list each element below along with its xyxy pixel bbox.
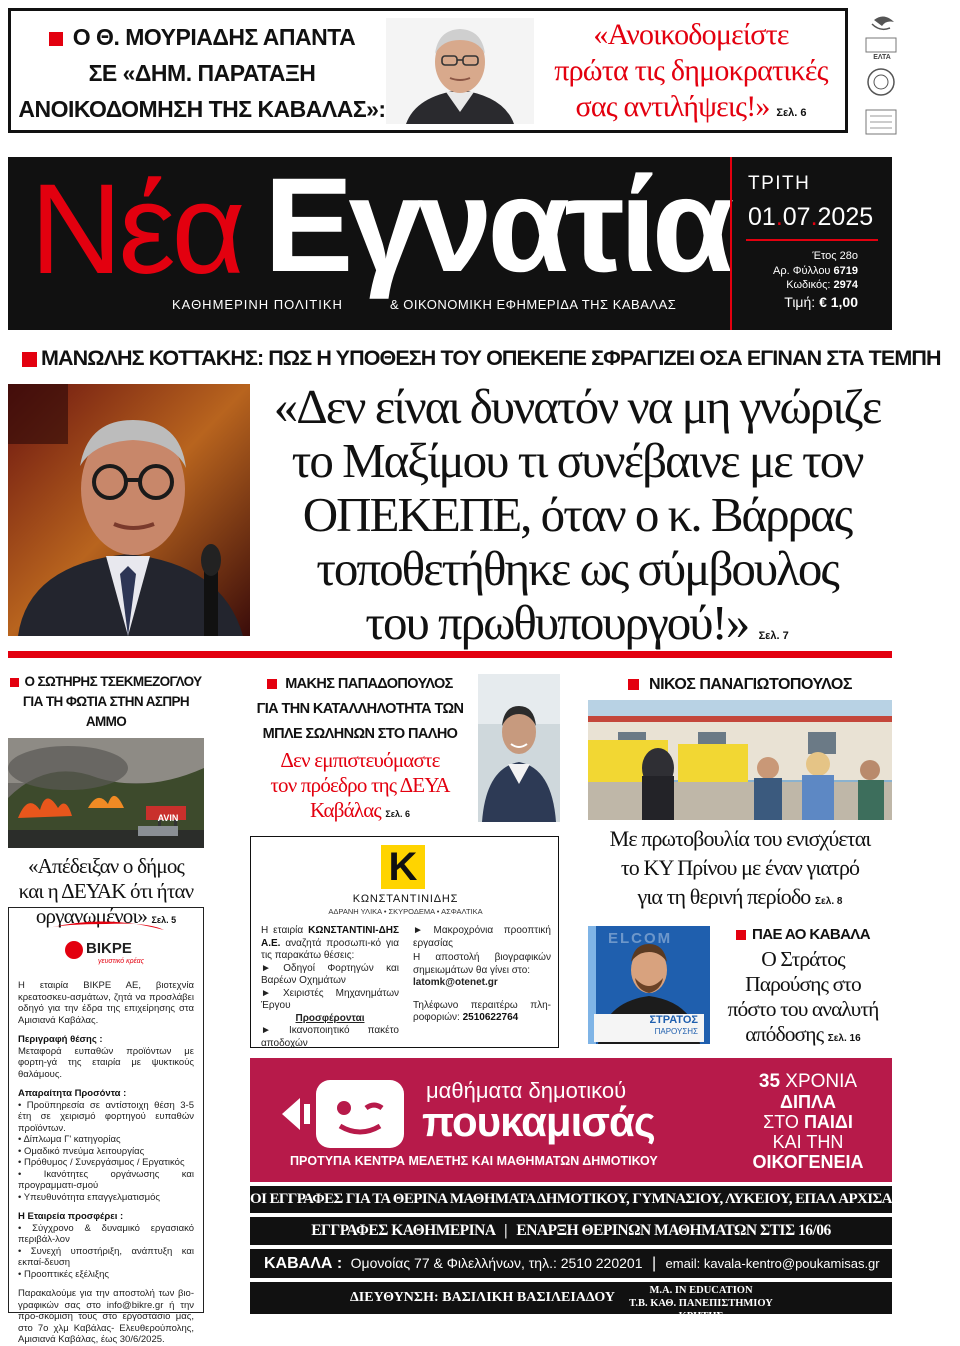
bikre-req: Δίπλωμα Γ' κατηγορίας bbox=[23, 1134, 121, 1145]
mouriadis-photo bbox=[386, 18, 534, 124]
parousis-bg-text: ELCOM bbox=[608, 930, 673, 947]
poukamisas-row4: ΔΙΕΥΘΥΝΣΗ: ΒΑΣΙΛΙΚΗ ΒΑΣΙΛΕΙΑΔΟΥ Μ.Α. IN EDUCATION Τ.Β. ΚΑΘ. ΠΑΝΕΠΙΣΤΗΜΙΟΥ ΚΡΗΤΗΣ bbox=[250, 1282, 892, 1314]
red-square-icon bbox=[49, 32, 63, 46]
elta-label: ΕΛΤΑ bbox=[873, 54, 891, 61]
teaser-page-ref: Σελ. 6 bbox=[776, 107, 807, 119]
elta-stamp bbox=[860, 10, 904, 138]
red-divider bbox=[8, 651, 892, 658]
pipes-headline-line: Δεν εμπιστευόμαστε bbox=[280, 748, 440, 772]
avin-sign-text: AVIN bbox=[157, 813, 179, 823]
health-headline-line: για τη θερινή περίοδο bbox=[637, 884, 811, 909]
sport-headline-line: πόστο του αναλυτή bbox=[727, 997, 879, 1021]
health-page-ref: Σελ. 8 bbox=[815, 896, 843, 907]
lead-kicker[interactable]: ΜΑΝΩΛΗΣ ΚΟΤΤΑΚΗΣ: ΠΩΣ Η ΥΠΟΘΕΣΗ ΤΟΥ ΟΠΕΚΕΠΕ ΣΦΡΑΓΙΖΕΙ ΟΣΑ ΕΓΙΝΑΝ ΣΤΑ ΤΕΜΠΗ bbox=[22, 344, 902, 372]
red-square-icon bbox=[267, 679, 277, 689]
health-kicker: ΝΙΚΟΣ ΠΑΝΑΓΙΩΤΟΠΟΥΛΟΣ bbox=[649, 676, 852, 693]
teaser-kicker-line: Ο Θ. ΜΟΥΡΙΑΔΗΣ ΑΠΑΝΤΑ bbox=[72, 24, 356, 50]
kottakis-photo bbox=[8, 384, 250, 636]
masthead-issue-no: 6719 bbox=[833, 264, 858, 277]
fire-kicker-line: ΓΙΑ ΤΗ ΦΩΤΙΑ ΣΤΗΝ ΑΣΠΡΗ ΑΜΜΟ bbox=[22, 694, 190, 729]
job-position: Χειριστές Μηχανημάτων Έργου bbox=[261, 987, 399, 1011]
job-position: Οδηγοί Φορτηγών και Βαρέων Οχημάτων bbox=[261, 962, 399, 986]
red-square-icon bbox=[736, 930, 746, 940]
offer-title: Προσφέρονται bbox=[295, 1012, 365, 1024]
konstantinidis-phone: 2510622764 bbox=[462, 1012, 519, 1023]
job-offer: Μακροχρόνια προοπτική εργασίας bbox=[413, 925, 551, 949]
poukamisas-row1: ΟΙ ΕΓΓΡΑΦΕΣ ΓΙΑ ΤΑ ΘΕΡΙΝΑ ΜΑΘΗΜΑΤΑ ΔΗΜΟΤΙΚΟΥ, ΓΥΜΝΑΣΙΟΥ, ΛΥΚΕΙΟΥ, ΕΠΑΛ ΑΡΧΙΣΑΝ bbox=[250, 1186, 892, 1213]
red-square-icon bbox=[10, 678, 19, 687]
pipes-headline-line: τον πρόεδρο της ΔΕΥΑ bbox=[270, 773, 450, 797]
pipes-kicker-line: ΜΠΛΕ ΣΩΛΗΝΩΝ ΣΤΟ ΠΑΛΗΟ bbox=[262, 726, 458, 742]
bikre-closing: Παρακαλούμε για την αποστολή των βιο-γραφικών σας στο info@bikre.gr ή την προ-σκόμιση τους στο εργοστάσιο μας, στο 7ο χλμ Καβάλας- Ελευθερούπολης, Αμισιανά Καβάλας, έως 30/6/2025. bbox=[18, 1288, 194, 1345]
story-health[interactable] bbox=[588, 672, 892, 916]
health-center-photo bbox=[588, 700, 892, 820]
story-fire[interactable] bbox=[8, 672, 204, 933]
teaser-quote-line: «Ανοικοδομείστε bbox=[593, 18, 789, 51]
bikre-req: Πρόθυμος / Συνεργάσιμος / Εργατικός bbox=[23, 1157, 185, 1168]
masthead-tagline-right: & ΟΙΚΟΝΟΜΙΚΗ ΕΦΗΜΕΡΙΔΑ ΤΗΣ ΚΑΒΑΛΑΣ bbox=[390, 297, 677, 312]
fire-kicker-line: Ο ΣΩΤΗΡΗΣ ΤΣΕΚΜΕΖΟΓΛΟΥ bbox=[24, 674, 202, 689]
lead-headline[interactable] bbox=[254, 380, 900, 663]
ad-bikre[interactable]: ΒΙΚΡΕ γευστικό κρέας Η εταιρία ΒΙΚΡΕ ΑΕ, βιοτεχνία κρεατοσκευ-ασμάτων, ζητά να προσλάβει οδηγό για την έδρα της επιχείρησης στα Αμισιανά Καβάλας. Περιγραφή θέσης : Μεταφορά ευπαθών προϊόντων με φορτη-γά της εταιρία με ψυκτικούς θαλάμους. Απαραίτητα Προσόντα : • Προϋπηρεσία σε αντίστοιχη θέση 3-5 έτη σε χειρισμό φορτηγού ευπαθών προϊόντων. • Δίπλωμα Γ' κατηγορίας • Ομαδικό πνεύμα λειτουργίας • Πρόθυμος / Συνεργάσιμος / Εργατικός • Ικανότητες οργάνωσης και προγραμματι-σμού • Υπευθυνότητα επαγγελματισμός Η Εταιρεία προσφέρει : • Σύγχρονο & δυναμικό εργασιακό περιβάλ-λον • Συνεχή υποστήριξη, ανάπτυξη και εκπαί-δευση • Προοπτικές εξέλιξης Παρακαλούμε για την αποστολή των βιο-γραφικών σας στο info@bikre.gr ή την προ-σκόμιση τους στο εργοστάσιο μας, στο 7ο χλμ Καβάλας- Ελευθερούπολης, Αμισιανά Καβάλας, έως 30/6/2025. bbox=[8, 907, 204, 1313]
sport-kicker: ΠΑΕ ΑΟ ΚΑΒΑΛΑ bbox=[752, 926, 870, 943]
poukamisas-address: Ομονοίας 77 & Φιλελλήνων, τηλ.: 2510 220201 bbox=[350, 1255, 643, 1271]
lead-headline-line: «Δεν είναι δυνατόν να μη γνώριζε bbox=[273, 379, 881, 434]
years-number: 35 bbox=[758, 1071, 781, 1092]
poukamisas-line1: μαθήματα δημοτικού bbox=[426, 1078, 627, 1103]
pipes-kicker-line: ΓΙΑ ΤΗΝ ΚΑΤΑΛΛΗΛΟΤΗΤΑ ΤΩΝ bbox=[256, 701, 464, 717]
health-headline-line: Με πρωτοβουλία του ενισχύεται bbox=[609, 826, 871, 851]
parousis-photo bbox=[588, 926, 710, 1044]
poukamisas-logo-icon bbox=[278, 1076, 408, 1152]
lead-page-ref: Σελ. 7 bbox=[758, 630, 789, 642]
story-sport[interactable] bbox=[588, 924, 892, 1048]
fire-headline-line: «Απέδειξαν ο δήμος bbox=[27, 854, 185, 878]
bikre-offer: Συνεχή υποστήριξη, ανάπτυξη και εκπαί-δευση bbox=[18, 1245, 194, 1268]
masthead-day: ΤΡΙΤΗ bbox=[748, 173, 811, 194]
sport-headline-line: απόδοσης bbox=[745, 1022, 824, 1046]
red-square-icon bbox=[628, 679, 639, 690]
konstantinidis-name: ΚΩΝΣΤΑΝΤΙΝΙΔΗΣ bbox=[352, 893, 459, 905]
masthead-tagline-left: ΚΑΘΗΜΕΡΙΝΗ ΠΟΛΙΤΙΚΗ bbox=[172, 297, 343, 312]
bikre-req: Ομαδικό πνεύμα λειτουργίας bbox=[23, 1145, 145, 1157]
job-offer: Ικανοποιητικό πακέτο αποδοχών bbox=[261, 1025, 399, 1049]
teaser-kicker-line: ΑΝΟΙΚΟΔΟΜΗΣΗ ΤΗΣ ΚΑΒΑΛΑΣ»: bbox=[18, 96, 386, 122]
poukamisas-row3: ΚΑΒΑΛΑ : Ομονοίας 77 & Φιλελλήνων, τηλ.: 2510 220201 | email: kavala-kentro@poukamisas.gr bbox=[250, 1249, 892, 1278]
masthead-name-egnatia: Εγνατία bbox=[264, 151, 730, 300]
poukamisas-subtitle: ΠΡΟΤΥΠΑ ΚΕΝΤΡΑ ΜΕΛΕΤΗΣ ΚΑΙ ΜΑΘΗΜΑΤΩΝ ΔΗΜΟΤΙΚΟΥ bbox=[290, 1154, 658, 1168]
lead-headline-line: ΟΠΕΚΕΠΕ, όταν ο κ. Βάρρας bbox=[302, 487, 852, 542]
teaser-quote-line: πρώτα τις δημοκρατικές bbox=[554, 54, 828, 87]
sport-page-ref: Σελ. 16 bbox=[827, 1033, 861, 1044]
bikre-logo: ΒΙΚΡΕ γευστικό κρέας bbox=[18, 916, 194, 974]
sport-headline-line: Παρούσης στο bbox=[745, 972, 861, 996]
masthead-name-nea: Νέα bbox=[30, 158, 242, 301]
pipes-headline-line: Καβάλας bbox=[309, 798, 381, 822]
masthead-date: 01.07.2025 bbox=[748, 203, 874, 231]
poukamisas-brand: πουκαμισάς bbox=[422, 1098, 655, 1145]
bikre-req: Ικανότητες οργάνωσης και προγραμματι-σμού bbox=[18, 1168, 195, 1191]
red-square-icon bbox=[22, 352, 37, 367]
top-teaser[interactable] bbox=[8, 8, 848, 133]
parousis-caption: ΣΤΡΑΤΟΣ ΠΑΡΟΥΣΗΣ bbox=[649, 1014, 698, 1036]
bikre-req: Υπευθυνότητα επαγγελματισμός bbox=[23, 1191, 160, 1203]
fire-headline-line: οργανωμένοι» bbox=[35, 904, 148, 928]
masthead-year: Έτος 28ο bbox=[812, 250, 858, 262]
fire-headline-line: και η ΔΕΥΑΚ ότι ήταν bbox=[18, 879, 194, 903]
lead-headline-line: το Μαξίμου τι συνέβαινε με τον bbox=[291, 433, 863, 488]
bikre-req: Προϋπηρεσία σε αντίστοιχη θέση 3-5 έτη σε χειρισμό φορτηγού ευπαθών προϊόντων. bbox=[18, 1099, 194, 1134]
pipes-kicker-line: ΜΑΚΗΣ ΠΑΠΑΔΟΠΟΥΛΟΣ bbox=[285, 676, 453, 692]
konstantinidis-services: ΑΔΡΑΝΗ ΥΛΙΚΑ • ΣΚΥΡΟΔΕΜΑ • ΑΣΦΑΛΤΙΚΑ bbox=[328, 907, 483, 916]
teaser-quote-line: σας αντιλήψεις!» bbox=[575, 90, 770, 123]
papadopoulos-photo bbox=[478, 674, 560, 822]
masthead-code: 2974 bbox=[833, 279, 858, 291]
lead-headline-line: τοποθετήθηκε ως σύμβουλος bbox=[316, 541, 838, 596]
bikre-offer: Προοπτικές εξέλιξης bbox=[23, 1268, 109, 1280]
konstantinidis-email[interactable]: latomk@otenet.gr bbox=[413, 977, 498, 988]
masthead[interactable]: Νέα Εγνατία ΚΑΘΗΜΕΡΙΝΗ ΠΟΛΙΤΙΚΗ & ΟΙΚΟΝΟΜΙΚΗ ΕΦΗΜΕΡΙΔΑ ΤΗΣ ΚΑΒΑΛΑΣ ΤΡΙΤΗ 01.07.2025 Έτος 28ο Αρ. Φύλλου 6719 Κωδικός: 2974 Τιμή: € 1,00 bbox=[8, 157, 892, 330]
masthead-price: € 1,00 bbox=[819, 293, 858, 310]
bikre-offer: Σύγχρονο & δυναμικό εργασιακό περιβάλ-λον bbox=[18, 1222, 194, 1245]
poukamisas-row2: ΕΓΓΡΑΦΕΣ ΚΑΘΗΜΕΡΙΝΑ | ΕΝΑΡΞΗ ΘΕΡΙΝΩΝ ΜΑΘΗΜΑΤΩΝ ΣΤΙΣ 16/06 bbox=[250, 1217, 892, 1245]
bikre-intro: Η εταιρία ΒΙΚΡΕ ΑΕ, βιοτεχνία κρεατοσκευ-ασμάτων, ζητά να προσλάβει οδηγό για την έδρα της επιχείρησης στα Αμισιανά Καβάλας. bbox=[18, 980, 194, 1026]
teaser-kicker-line: ΣΕ «ΔΗΜ. ΠΑΡΑΤΑΞΗ bbox=[88, 60, 316, 86]
poukamisas-email[interactable]: email: kavala-kentro@poukamisas.gr bbox=[665, 1256, 880, 1271]
poukamisas-director: ΔΙΕΥΘΥΝΣΗ: ΒΑΣΙΛΙΚΗ ΒΑΣΙΛΕΙΑΔΟΥ bbox=[350, 1290, 615, 1305]
health-headline-line: το ΚΥ Πρίνου με έναν γιατρό bbox=[620, 855, 860, 880]
sport-headline-line: Ο Στράτος bbox=[761, 947, 845, 971]
story-pipes[interactable] bbox=[246, 672, 566, 832]
fire-page-ref: Σελ. 5 bbox=[151, 915, 177, 925]
ad-poukamisas[interactable]: μαθήματα δημοτικού πουκαμισάς ΠΡΟΤΥΠΑ ΚΕΝΤΡΑ ΜΕΛΕΤΗΣ ΚΑΙ ΜΑΘΗΜΑΤΩΝ ΔΗΜΟΤΙΚΟΥ 35 ΧΡΟΝΙΑ ΔΙΠΛΑ ΣΤΟ ΠΑΙΔΙ ΚΑΙ ΤΗΝ ΟΙΚΟΓΕΝΕΙΑ bbox=[250, 1058, 892, 1182]
fire-photo bbox=[8, 738, 204, 848]
konstantinidis-logo: K bbox=[381, 845, 425, 889]
pipes-page-ref: Σελ. 6 bbox=[385, 809, 411, 819]
konstantinidis-company-bold: ΚΩΝΣΤΑΝΤΙΝΙ-ΔΗΣ Α.Ε. bbox=[261, 925, 399, 949]
lead-headline-line: του πρωθυπουργού!» bbox=[365, 595, 749, 650]
ad-konstantinidis[interactable]: K ΚΩΝΣΤΑΝΤΙΝΙΔΗΣ ΑΔΡΑΝΗ ΥΛΙΚΑ • ΣΚΥΡΟΔΕΜΑ • ΑΣΦΑΛΤΙΚΑ Η εταιρία ΚΩΝΣΤΑΝΤΙΝΙ-ΔΗΣ Α.Ε. αναζητά προσωπι-κό για τις παρακάτω θέσεις: ► Οδηγοί Φορτηγών και Βαρέων Οχημάτων ► Χειριστές Μηχανημάτων Έργου Προσφέρονται ► Ικανοποιητικό πακέτο αποδοχών ► Μακροχρόνια προοπτική εργασίας Η αποστολή βιογραφικών σημειωμάτων θα γίνει στο: latomk@otenet.gr Τηλέφωνο περαιτέρω πλη-ροφοριών: 2510622764 bbox=[250, 836, 559, 1048]
